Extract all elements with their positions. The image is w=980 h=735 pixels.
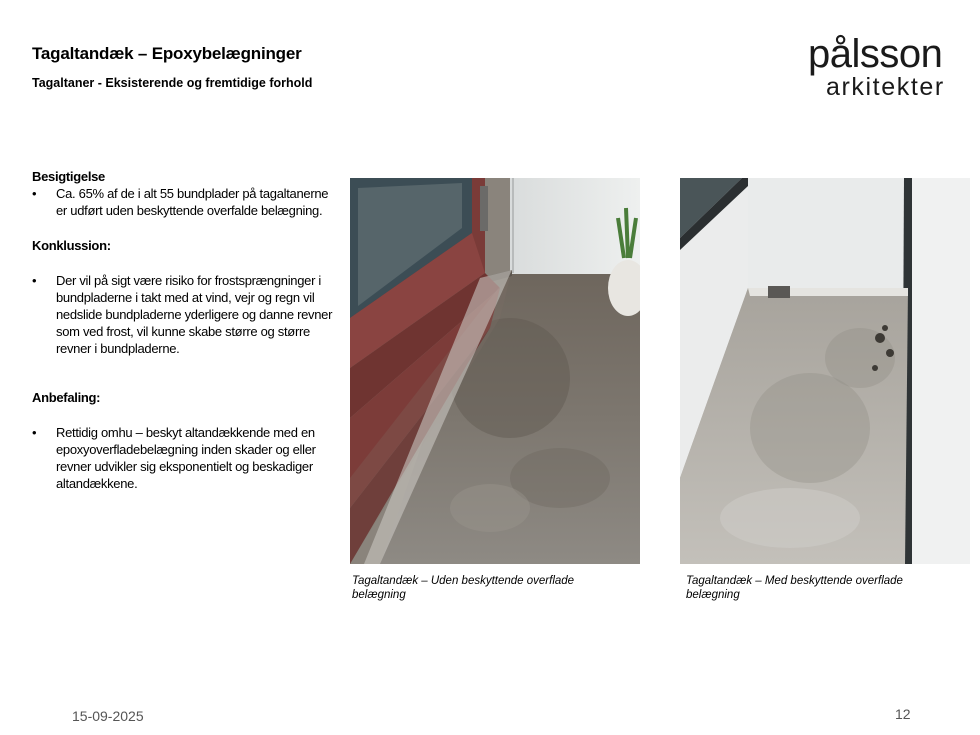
section-heading-konklussion: Konklussion: xyxy=(32,238,111,253)
section-heading-besigtigelse: Besigtigelse xyxy=(32,169,105,184)
footer-date: 15-09-2025 xyxy=(72,708,144,724)
photo-balcony-coated xyxy=(680,178,970,564)
photo-balcony-uncoated xyxy=(350,178,640,564)
page-number: 12 xyxy=(895,706,911,722)
logo-line-2: arkitekter xyxy=(826,73,945,101)
bullet-text: Rettidig omhu – beskyt altandækkende med en epoxyoverfladebelægning inden skader og eller revner udvikler sig eksponentielt og beskadiger altandækkene. xyxy=(56,425,316,491)
bullet-dot: • xyxy=(32,273,37,288)
bullet-text: Der vil på sigt være risiko for frostsprængninger i bundpladerne i takt med at vind, vejr og regn vil nedslide bundpladerne yderligere og danne revner som ved frost, vil kunne skabe større og større revner i bundpladerne. xyxy=(56,273,333,356)
page-subtitle: Tagaltaner - Eksisterende og fremtidige forhold xyxy=(32,76,313,90)
section-heading-anbefaling: Anbefaling: xyxy=(32,390,101,405)
bullet-dot: • xyxy=(32,186,37,201)
bullet-besigtigelse xyxy=(32,185,342,219)
text-column xyxy=(32,168,342,492)
bullet-text: Ca. 65% af de i alt 55 bundplader på tagaltanerne er udført uden beskyttende overfalde belægning. xyxy=(56,186,329,218)
page-title: Tagaltandæk – Epoxybelægninger xyxy=(32,44,302,63)
photo-caption-left: Tagaltandæk – Uden beskyttende overflade belægning xyxy=(352,575,575,601)
photo-caption-right: Tagaltandæk – Med beskyttende overflade belægning xyxy=(686,575,903,601)
company-logo xyxy=(808,34,968,104)
logo-line-1: pålsson xyxy=(808,32,943,76)
bullet-anbefaling xyxy=(32,424,342,492)
bullet-konklussion xyxy=(32,272,342,357)
bullet-dot: • xyxy=(32,425,37,440)
